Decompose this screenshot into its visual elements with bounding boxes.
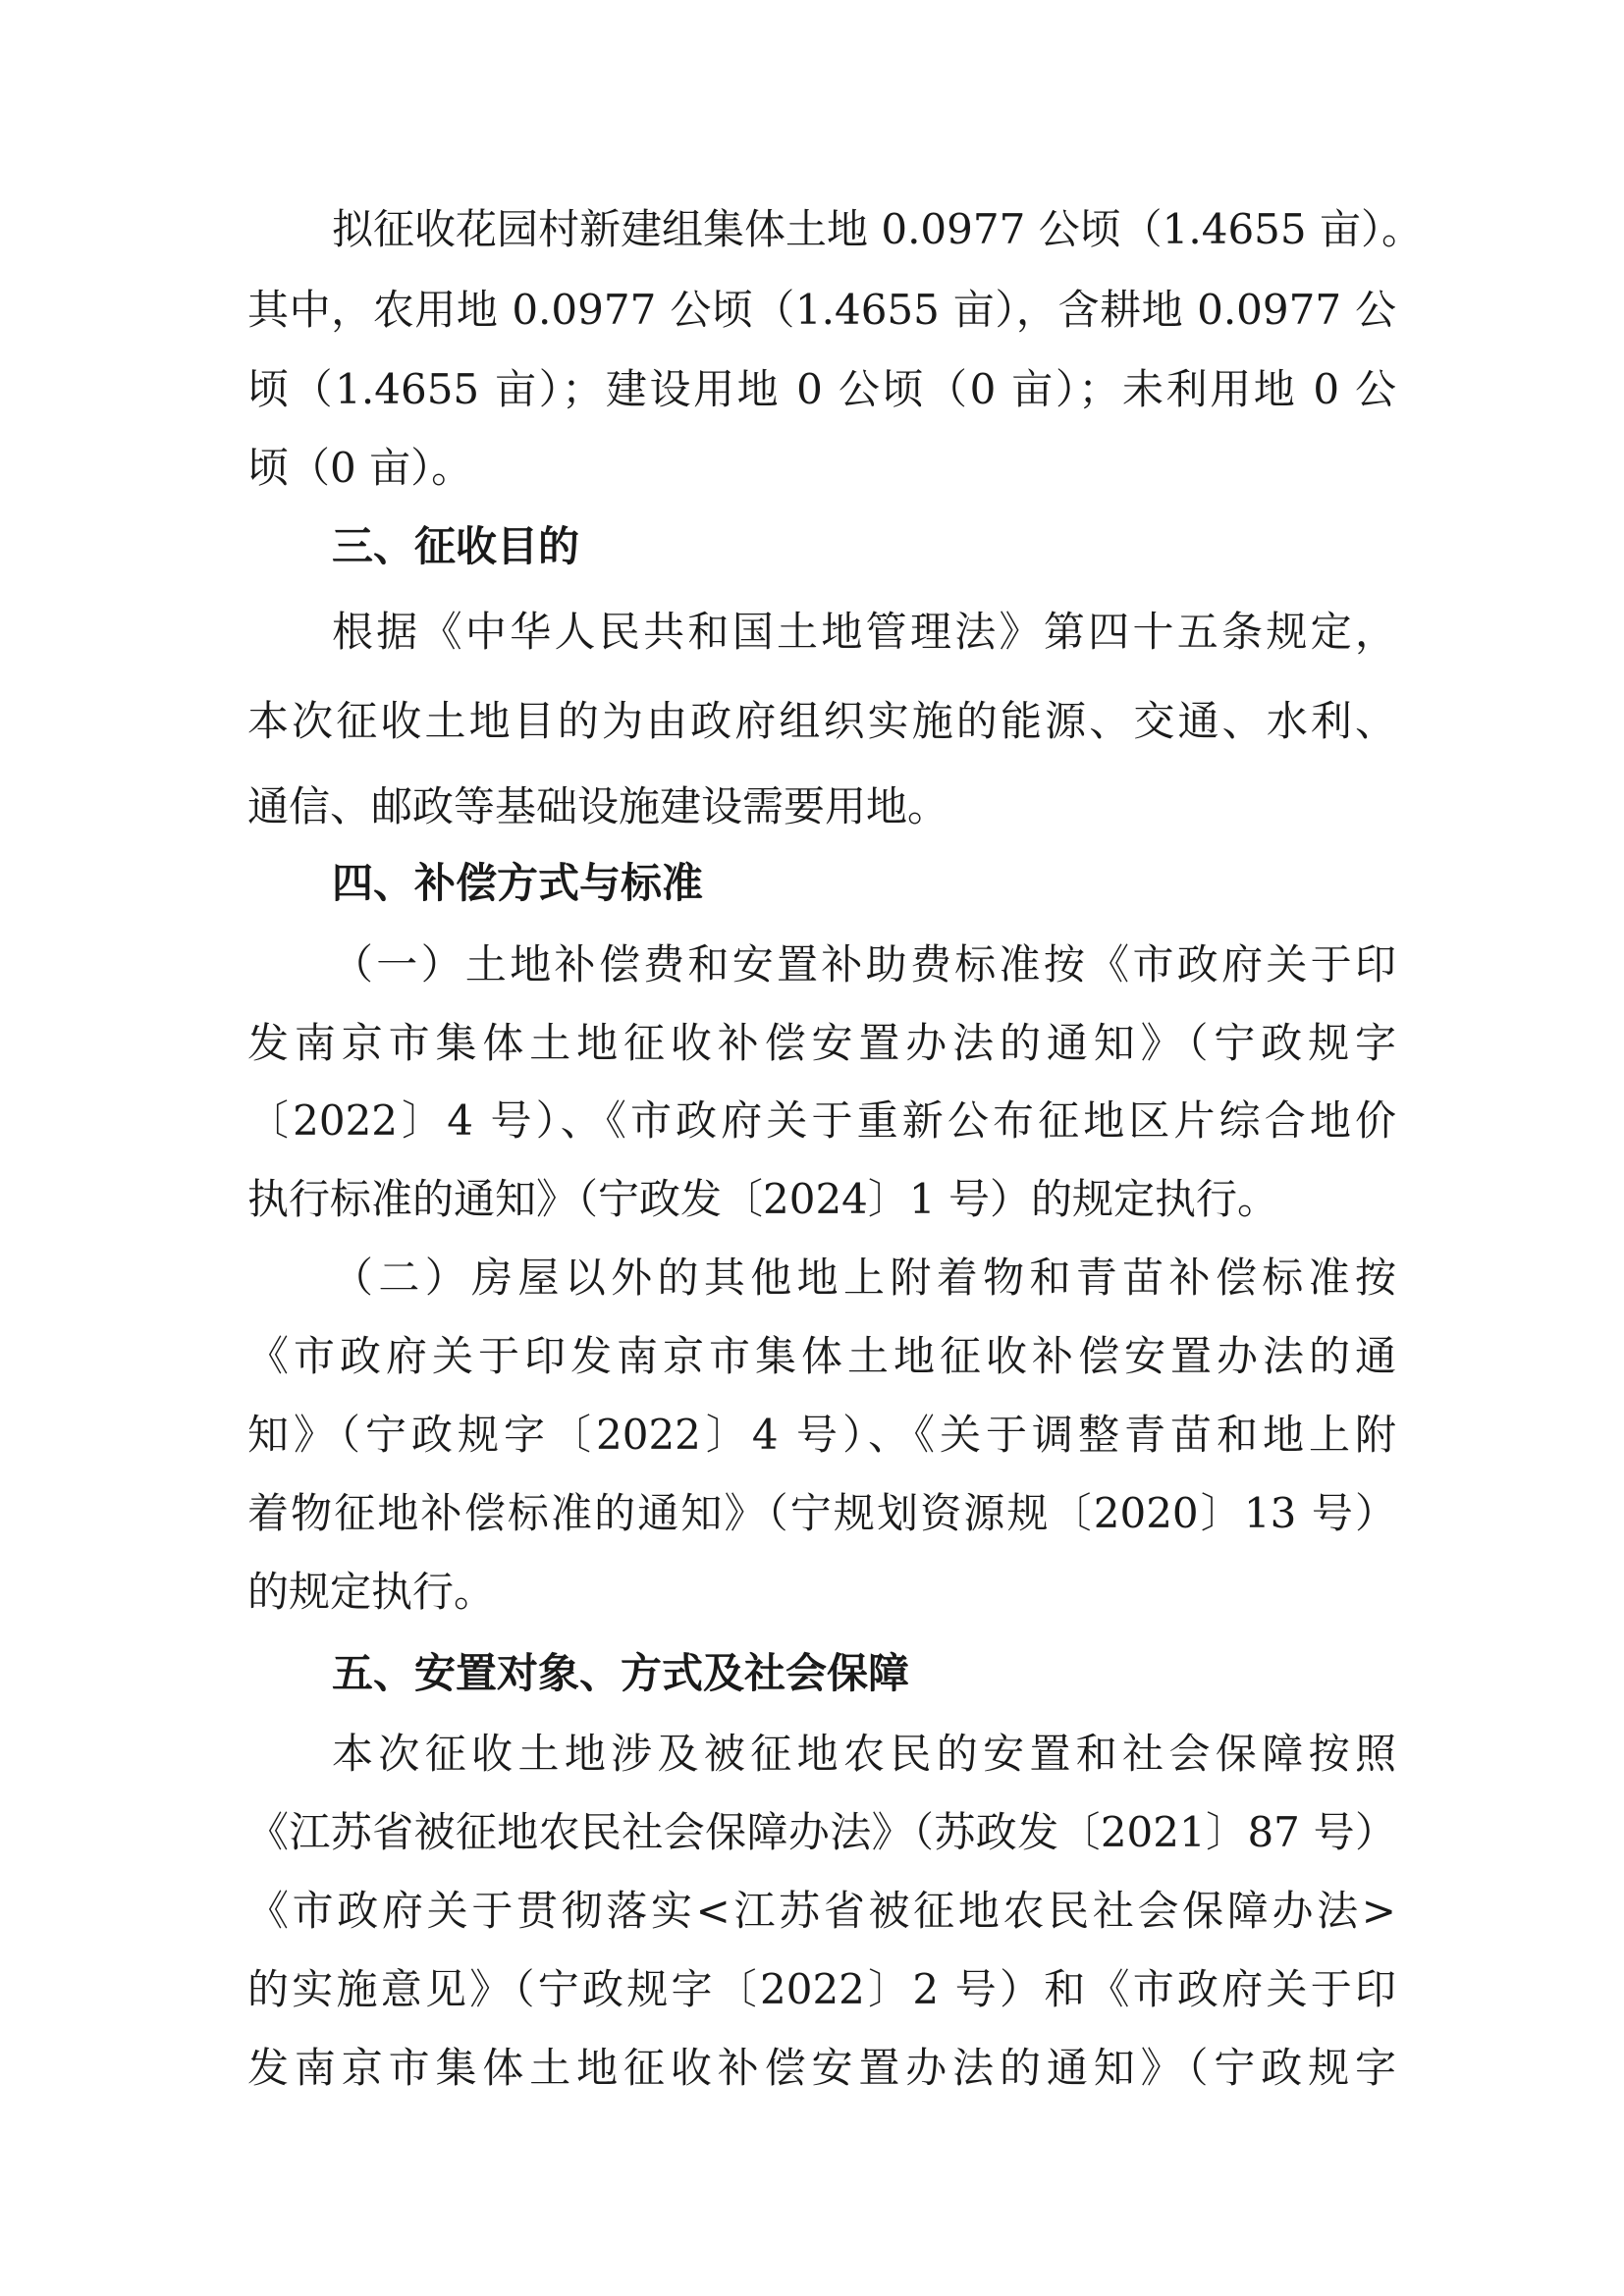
body-line-8: 通信、邮政等基础设施建设需要用地。 <box>247 782 949 830</box>
body-line-1: 拟征收花园村新建组集体土地 0.0977 公顷（1.4655 亩）。 <box>332 205 1423 253</box>
body-line-23: 的实施意见》（宁政规字〔2022〕2 号）和《市政府关于印 <box>247 1965 1396 2013</box>
body-line-10: （一）土地补偿费和安置补助费标准按《市政府关于印 <box>332 940 1396 988</box>
body-line-15: 《市政府关于印发南京市集体土地征收补偿安置办法的通 <box>247 1332 1396 1380</box>
body-line-13: 执行标准的通知》（宁政发〔2024〕1 号）的规定执行。 <box>247 1175 1278 1223</box>
body-line-20: 本次征收土地涉及被征地农民的安置和社会保障按照 <box>332 1730 1396 1778</box>
body-line-18: 的规定执行。 <box>247 1568 496 1616</box>
body-line-7: 本次征收土地目的为由政府组织实施的能源、交通、水利、 <box>247 697 1396 745</box>
body-line-2: 其中，农用地 0.0977 公顷（1.4655 亩），含耕地 0.0977 公 <box>247 286 1396 334</box>
section-heading-purpose: 三、征收目的 <box>332 522 580 570</box>
body-line-11: 发南京市集体土地征收补偿安置办法的通知》（宁政规字 <box>247 1019 1396 1067</box>
body-line-4: 顷（0 亩）。 <box>247 444 473 492</box>
body-line-6: 根据《中华人民共和国土地管理法》第四十五条规定， <box>332 608 1396 656</box>
body-line-3: 顷（1.4655 亩）；建设用地 0 公顷（0 亩）；未利用地 0 公 <box>247 365 1396 413</box>
body-line-12: 〔2022〕4 号）、《市政府关于重新公布征地区片综合地价 <box>247 1096 1396 1145</box>
section-heading-compensation: 四、补偿方式与标准 <box>332 859 704 907</box>
body-line-17: 着物征地补偿标准的通知》（宁规划资源规〔2020〕13 号） <box>247 1489 1396 1537</box>
body-line-14: （二）房屋以外的其他地上附着物和青苗补偿标准按 <box>332 1254 1396 1302</box>
body-line-21: 《江苏省被征地农民社会保障办法》（苏政发〔2021〕87 号） <box>247 1808 1396 1856</box>
body-line-24: 发南京市集体土地征收补偿安置办法的通知》（宁政规字 <box>247 2044 1396 2092</box>
body-line-16: 知》（宁政规字〔2022〕4 号）、《关于调整青苗和地上附 <box>247 1411 1396 1459</box>
body-line-22: 《市政府关于贯彻落实<江苏省被征地农民社会保障办法> <box>247 1887 1396 1935</box>
section-heading-resettlement: 五、安置对象、方式及社会保障 <box>332 1649 910 1697</box>
